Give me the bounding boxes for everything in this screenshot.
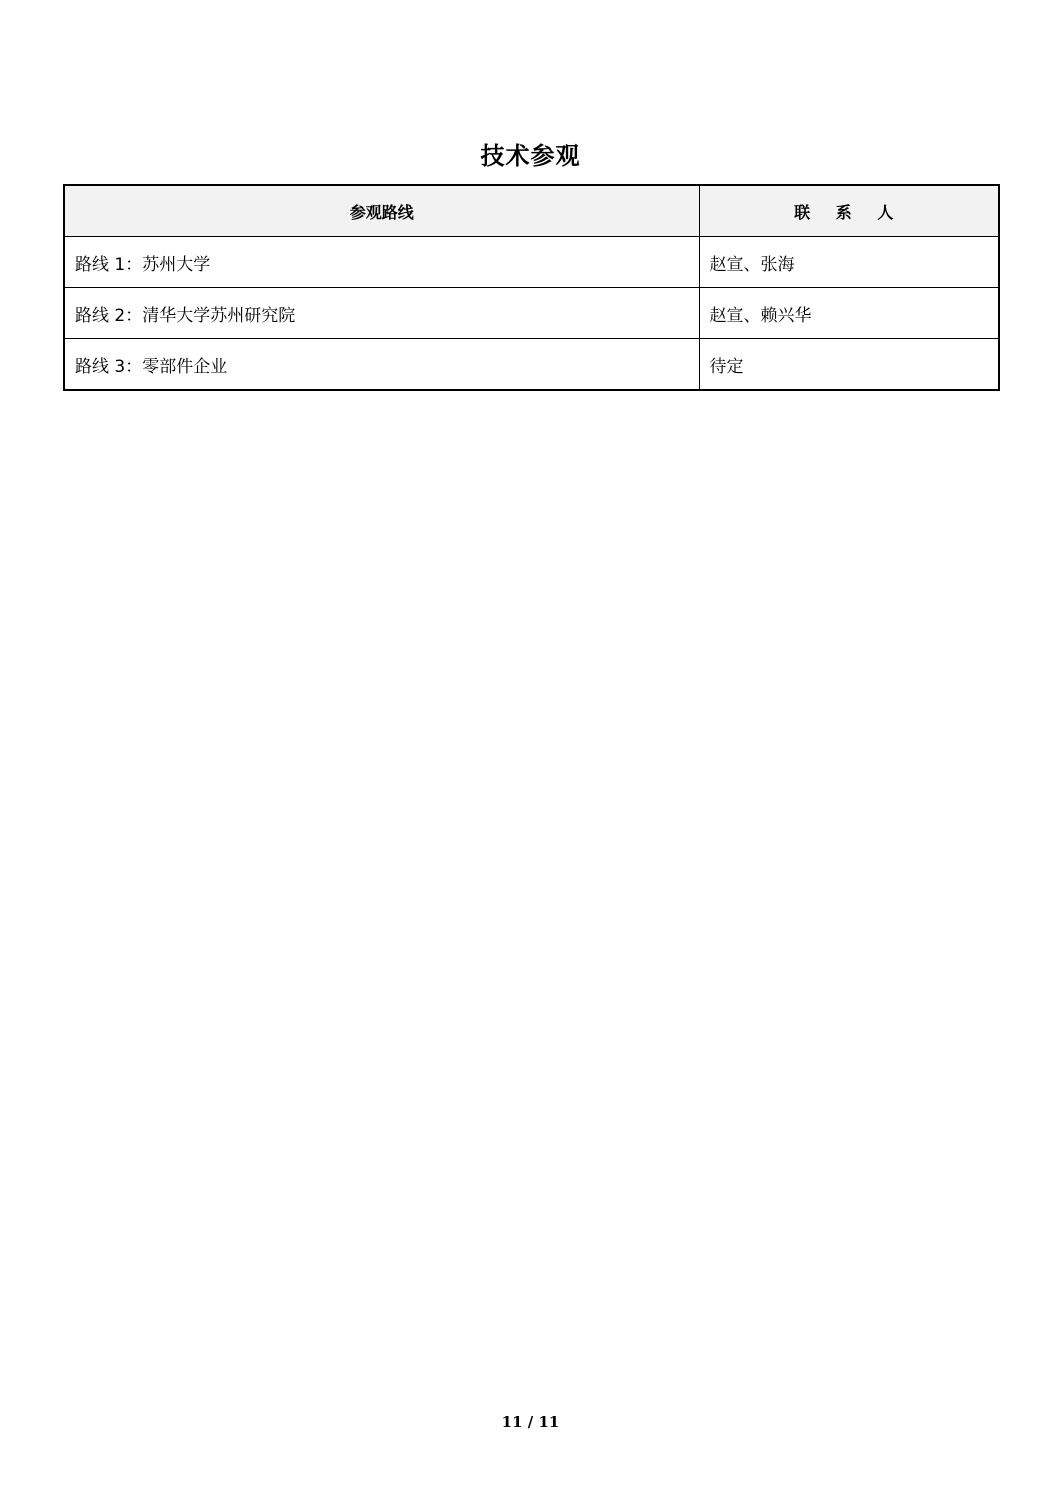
table-header-row <box>64 185 999 237</box>
contact-cell: 赵宣、赖兴华 <box>699 288 999 339</box>
contact-cell: 待定 <box>699 339 999 391</box>
table-row <box>64 339 999 391</box>
page-title: 技术参观 <box>480 142 581 170</box>
route-cell: 路线 3：零部件企业 <box>64 339 699 391</box>
header-contact: 联 系 人 <box>699 185 999 237</box>
table-row <box>64 237 999 288</box>
visit-route-table <box>63 184 1000 391</box>
header-route: 参观路线 <box>64 185 699 237</box>
route-cell: 路线 2：清华大学苏州研究院 <box>64 288 699 339</box>
contact-cell: 赵宣、张海 <box>699 237 999 288</box>
route-cell: 路线 1：苏州大学 <box>64 237 699 288</box>
page-number: 11 / 11 <box>501 1413 560 1431</box>
table-row <box>64 288 999 339</box>
